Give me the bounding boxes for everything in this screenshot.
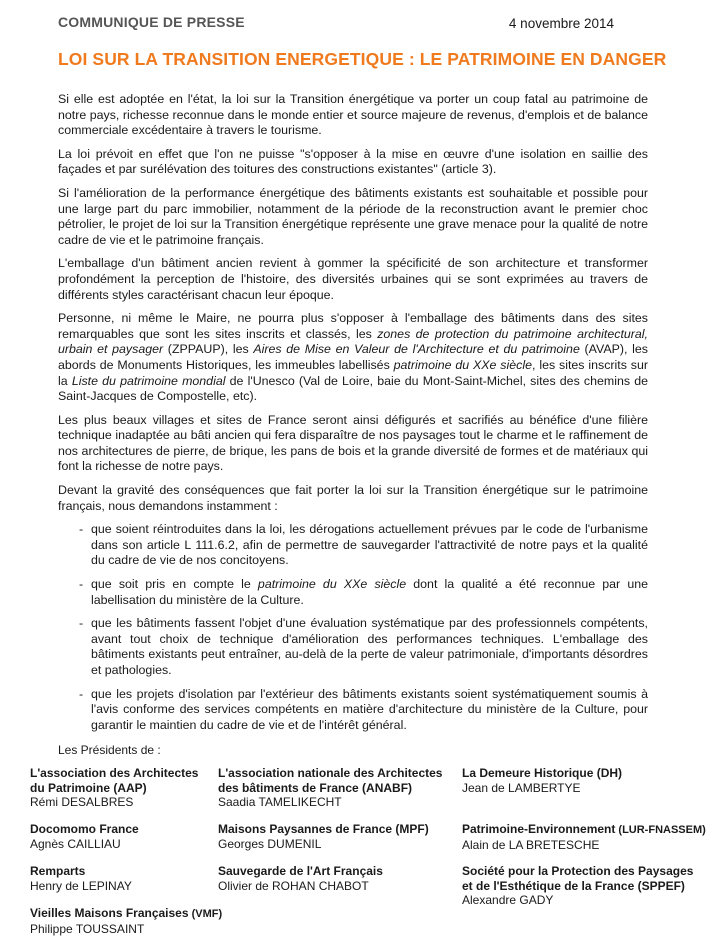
page-title: LOI SUR LA TRANSITION ENERGETIQUE : LE PATRIMOINE EN DANGER [58,49,667,69]
press-release-label: COMMUNIQUE DE PRESSE [58,14,245,30]
signature-saf: Sauvegarde de l'Art Français Olivier de ROHAN CHABOT [218,864,383,893]
demand-item: - que les bâtiments fassent l'objet d'une évaluation systématique par des professionnels compétents, avant tout choix de technique d'amélioration des performances techniques. L'emballage des bâtiments existants peut entraîner, au-delà de la perte de valeur patrimoniale, d'importants désordres et pathologies. [79,616,648,677]
paragraph-7: Devant la gravité des conséquences que fait porter la loi sur la Transition énergétique sur le patrimoine français, nous demandons instamment : [58,483,648,513]
body-text [58,92,648,741]
signature-mpf: Maisons Paysannes de France (MPF) Georges DUMENIL [218,822,429,851]
signature-patrimoine-environnement: Patrimoine-Environnement (LUR-FNASSEM) Alain de LA BRETESCHE [462,822,706,852]
signature-sppef: Société pour la Protection des Paysages et de l'Esthétique de la France (SPPEF) Alexandre GADY [462,864,694,907]
signature-vmf: Vieilles Maisons Françaises (VMF) Philippe TOUSSAINT [30,906,223,936]
signature-aap: L'association des Architectes du Patrimoine (AAP) Rémi DESALBRES [30,766,199,809]
paragraph-2: La loi prévoit en effet que l'on ne puisse "s'opposer à la mise en œuvre d'une isolation en saillie des façades et par surélévation des toitures des constructions existantes" (article 3). [58,146,648,177]
paragraph-6: Les plus beaux villages et sites de France seront ainsi défigurés et sacrifiés au bénéfice d'une filière technique inadaptée au bâti ancien qui fera disparaître de nos paysages tout le charme et le raffinement de nos architectures de pierre, de brique, les pans de bois et la grande diversité de formes et de matériaux qui font la richesse de notre pays. [58,412,648,474]
signature-remparts: Remparts Henry de LEPINAY [30,864,132,893]
paragraph-3: Si l'amélioration de la performance énergétique des bâtiments existants est souhaitable et possible pour une large part du parc immobilier, notamment de la période de la reconstruction avant le premier choc pétrolier, le projet de loi sur la Transition énergétique représente une grave menace pour la qualité de notre cadre de vie et le patrimoine français. [58,185,648,247]
signature-docomomo: Docomomo France Agnès CAILLIAU [30,822,139,851]
signature-dh: La Demeure Historique (DH) Jean de LAMBERTYE [462,766,623,795]
paragraph-4: L'emballage d'un bâtiment ancien revient à gommer la spécificité de son architecture et transformer profondément la perception de l'histoire, des diversités urbaines qui se sont exprimées au travers de différents styles caractérisant chacun leur époque. [58,256,648,302]
presidents-label: Les Présidents de : [58,743,161,757]
signature-anabf: L'association nationale des Architectes des bâtiments de France (ANABF) Saadia TAMELIKECHT [218,766,443,809]
demand-item: - que soit pris en compte le patrimoine du XXe siècle dont la qualité a été reconnue par une labellisation du ministère de la Culture. [79,577,649,607]
paragraph-5: Personne, ni même le Maire, ne pourra plus s'opposer à l'emballage des bâtiments dans des sites remarquables que sont les sites inscrits et classés, les zones de protection du patrimoine architectural, urbain et paysager (ZPPAUP), les Aires de Mise en Valeur de l'Architecture et du patrimoine (AVAP), les abords de Monuments Historiques, les immeubles labellisés patrimoine du XXe siècle, les sites inscrits sur la Liste du patrimoine mondial de l'Unesco (Val de Loire, baie du Mont-Saint-Michel, sites des chemins de Saint-Jacques de Compostelle, etc). [58,311,649,404]
release-date: 4 novembre 2014 [508,16,614,31]
demands-list [58,522,648,733]
demand-item: - que les projets d'isolation par l'extérieur des bâtiments existants soient systématiquement soumis à l'avis conforme des services compétents en matière d'architecture du ministère de la Culture, pour garantir le maintien du cadre de vie et de l'intérêt général. [79,686,648,732]
demand-item: - que soient réintroduites dans la loi, les dérogations actuellement prévues par le code de l'urbanisme dans son article L 111.6.2, afin de permettre de sauvegarder l'attractivité de notre pays et la qualité du cadre de vie de nos concitoyens. [79,522,648,568]
paragraph-1: Si elle est adoptée en l'état, la loi sur la Transition énergétique va porter un coup fatal au patrimoine de notre pays, richesse reconnue dans le monde entier et source majeure de revenus, d'emplois et de balance commerciale excédentaire à travers le tourisme. [58,92,648,138]
